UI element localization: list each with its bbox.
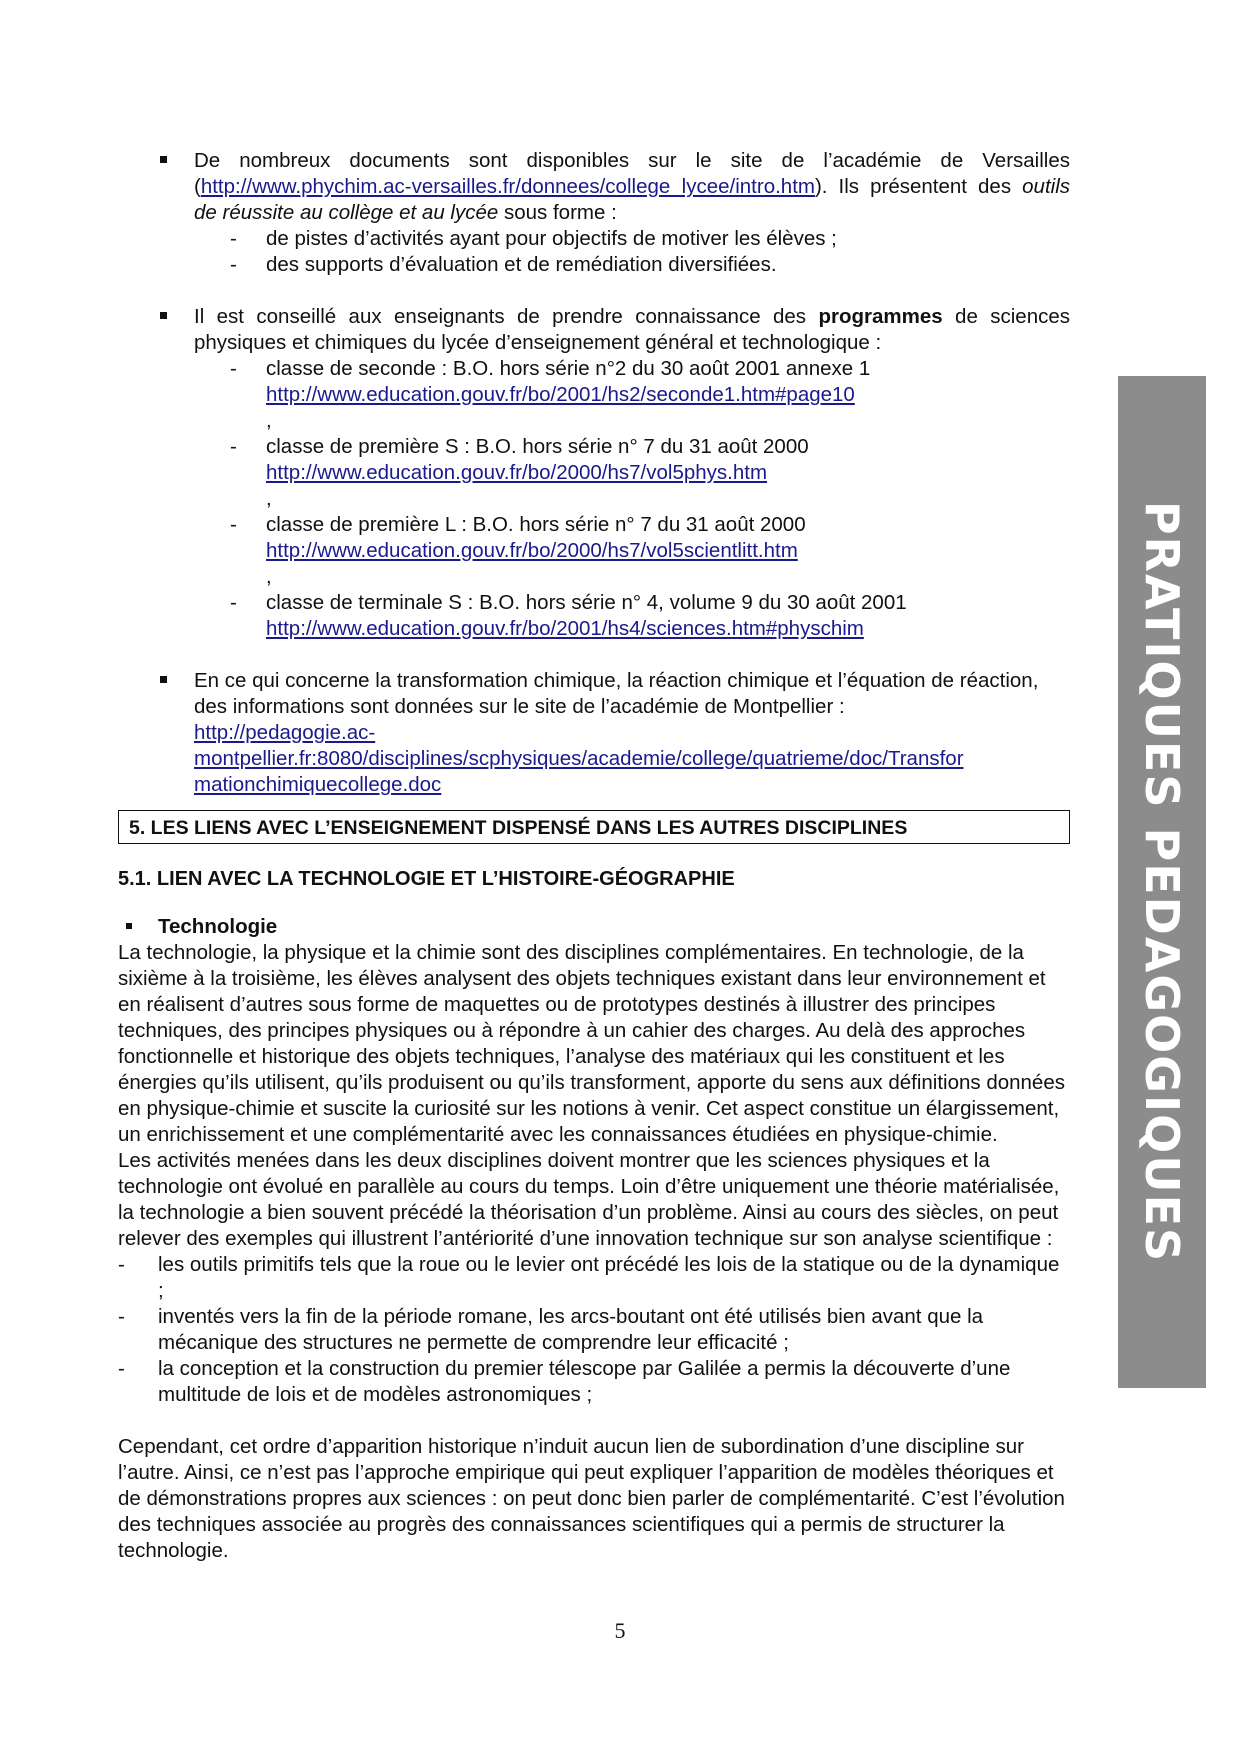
paragraph-1: La technologie, la physique et la chimie sont des disciplines complémentaires. En technologie, de la sixième à la troisième, les élèves analysent des objets techniques existant dans leur environnement et en réalisent d’autres sous forme de maquettes ou de prototypes destinés à illustrer des principes techniques, des principes physiques ou à répondre à un cahier des charges. Au delà des approches fonctionnelle et historique des objets techniques, l’analyse des matériaux qui les constituent et les énergies qu’ils utilisent, qu’ils produisent ou qu’ils transforment, apporte du sens aux définitions données en physique-chimie et suscite la curiosité sur les notions à venir. Cet aspect constitue un élargissement, un enrichissement et une complémentarité avec les connaissances étudiées en physique-chimie. bbox=[118, 941, 1065, 1146]
dash-marker: - bbox=[118, 1357, 125, 1380]
square-bullet-icon bbox=[160, 676, 167, 683]
dash-marker: - bbox=[230, 357, 237, 380]
list-item-text: inventés vers la fin de la période romane, les arcs-boutant ont été utilisés bien avant que la mécanique des structures ne permette de comprendre leur efficacité ; bbox=[158, 1305, 984, 1354]
square-bullet-icon bbox=[160, 312, 167, 319]
bullet-versailles bbox=[118, 148, 1070, 226]
section-5-heading: 5. LES LIENS AVEC L’ENSEIGNEMENT DISPENSÉ DANS LES AUTRES DISCIPLINES bbox=[118, 810, 1070, 844]
bullet-text: De nombreux documents sont disponibles sur le site de l’académie de Versailles bbox=[194, 149, 1070, 172]
dash-marker: - bbox=[230, 591, 237, 614]
page-content bbox=[118, 148, 1070, 1564]
technologie-heading bbox=[118, 914, 1070, 940]
italic-text: outils de réussite au collège et au lycée bbox=[194, 175, 1070, 224]
list-item-text: classe de première S : B.O. hors série n° 7 du 31 août 2000 bbox=[266, 435, 809, 458]
list-item-text: classe de première L : B.O. hors série n° 7 du 31 août 2000 bbox=[266, 513, 806, 536]
link-suffix: , bbox=[266, 409, 272, 432]
list-item bbox=[118, 434, 1070, 512]
bold-text: programmes bbox=[818, 305, 943, 328]
dash-marker: - bbox=[230, 253, 237, 276]
montpellier-link[interactable]: montpellier.fr:8080/disciplines/scphysiques/academie/college/quatrieme/doc/Transfor bbox=[194, 747, 964, 770]
bo-link[interactable]: http://www.education.gouv.fr/bo/2001/hs4/sciences.htm#physchim bbox=[266, 617, 864, 640]
bullet-text: Il est conseillé aux enseignants de prendre connaissance des bbox=[194, 305, 819, 328]
bullet-text: ). Ils présentent des bbox=[814, 175, 1023, 198]
paragraph-3: Cependant, cet ordre d’apparition historique n’induit aucun lien de subordination d’une discipline sur l’autre. Ainsi, ce n’est pas l’approche empirique qui peut expliquer l’apparition de modèles théoriques et de démonstrations propres aux sciences : on peut donc bien parler de complémentarité. C’est l’évolution des techniques associée au progrès des connaissances scientifiques qui a permis de structurer la technologie. bbox=[118, 1435, 1065, 1562]
list-item-text: de pistes d’activités ayant pour objectifs de motiver les élèves ; bbox=[266, 227, 837, 250]
dash-marker: - bbox=[230, 227, 237, 250]
bullet-text: de sciences physiques et chimiques du lycée d’enseignement général et technologique : bbox=[194, 305, 1070, 354]
list-item bbox=[118, 1304, 1070, 1356]
list-item bbox=[118, 512, 1070, 590]
link-suffix: , bbox=[266, 487, 272, 510]
bullet-montpellier bbox=[118, 668, 1070, 798]
bullet-text: En ce qui concerne la transformation chimique, la réaction chimique et l’équation de réaction, des informations sont données sur le site de l’académie de Montpellier : bbox=[194, 669, 1039, 718]
square-bullet-icon bbox=[126, 923, 132, 929]
list-item-text: classe de terminale S : B.O. hors série n° 4, volume 9 du 30 août 2001 bbox=[266, 591, 907, 614]
list-item-text: classe de seconde : B.O. hors série n°2 du 30 août 2001 annexe 1 bbox=[266, 357, 871, 380]
list-item-text: les outils primitifs tels que la roue ou le levier ont précédé les lois de la statique ou de la dynamique ; bbox=[158, 1253, 1060, 1302]
dash-marker: - bbox=[118, 1253, 125, 1276]
versailles-link[interactable]: http://www.phychim.ac-versailles.fr/donnees/college_lycee/intro.htm bbox=[200, 175, 815, 198]
list-item-text: des supports d’évaluation et de remédiation diversifiées. bbox=[266, 253, 777, 276]
montpellier-link[interactable]: mationchimiquecollege.doc bbox=[194, 773, 442, 796]
list-item bbox=[118, 356, 1070, 434]
bo-link[interactable]: http://www.education.gouv.fr/bo/2001/hs2/seconde1.htm#page10 bbox=[266, 383, 855, 406]
dash-marker: - bbox=[118, 1305, 125, 1328]
page-number: 5 bbox=[614, 1618, 626, 1643]
link-suffix: , bbox=[266, 565, 272, 588]
list-item bbox=[118, 1252, 1070, 1304]
list-item bbox=[118, 226, 1070, 252]
list-item-text: la conception et la construction du premier télescope par Galilée a permis la découverte d’une multitude de lois et de modèles astronomiques ; bbox=[158, 1357, 1011, 1406]
dash-marker: - bbox=[230, 513, 237, 536]
bo-link[interactable]: http://www.education.gouv.fr/bo/2000/hs7/vol5scientlitt.htm bbox=[266, 539, 798, 562]
list-item bbox=[118, 590, 1070, 642]
bullet-text: sous forme : bbox=[498, 201, 617, 224]
list-item bbox=[118, 1356, 1070, 1408]
section-5-1-heading: 5.1. LIEN AVEC LA TECHNOLOGIE ET L’HISTOIRE-GÉOGRAPHIE bbox=[118, 868, 735, 890]
square-bullet-icon bbox=[160, 156, 167, 163]
side-banner-text: PRATIQUES PEDAGOGIQUES bbox=[1135, 500, 1189, 1264]
list-item bbox=[118, 252, 1070, 278]
bullet-programmes bbox=[118, 304, 1070, 356]
bo-link[interactable]: http://www.education.gouv.fr/bo/2000/hs7/vol5phys.htm bbox=[266, 461, 768, 484]
montpellier-link[interactable]: http://pedagogie.ac- bbox=[194, 721, 376, 744]
paragraph-2: Les activités menées dans les deux disciplines doivent montrer que les sciences physiques et la technologie ont évolué en parallèle au cours du temps. Loin d’être uniquement une théorie matérialisée, la technologie a bien souvent précédé la théorisation d’un problème. Ainsi au cours des siècles, on peut relever des exemples qui illustrent l’antériorité d’une innovation technique sur son analyse scientifique : bbox=[118, 1149, 1060, 1250]
dash-marker: - bbox=[230, 435, 237, 458]
side-banner bbox=[1118, 376, 1206, 1388]
paren-open: ( bbox=[194, 175, 201, 198]
subheading-text: Technologie bbox=[158, 915, 278, 938]
